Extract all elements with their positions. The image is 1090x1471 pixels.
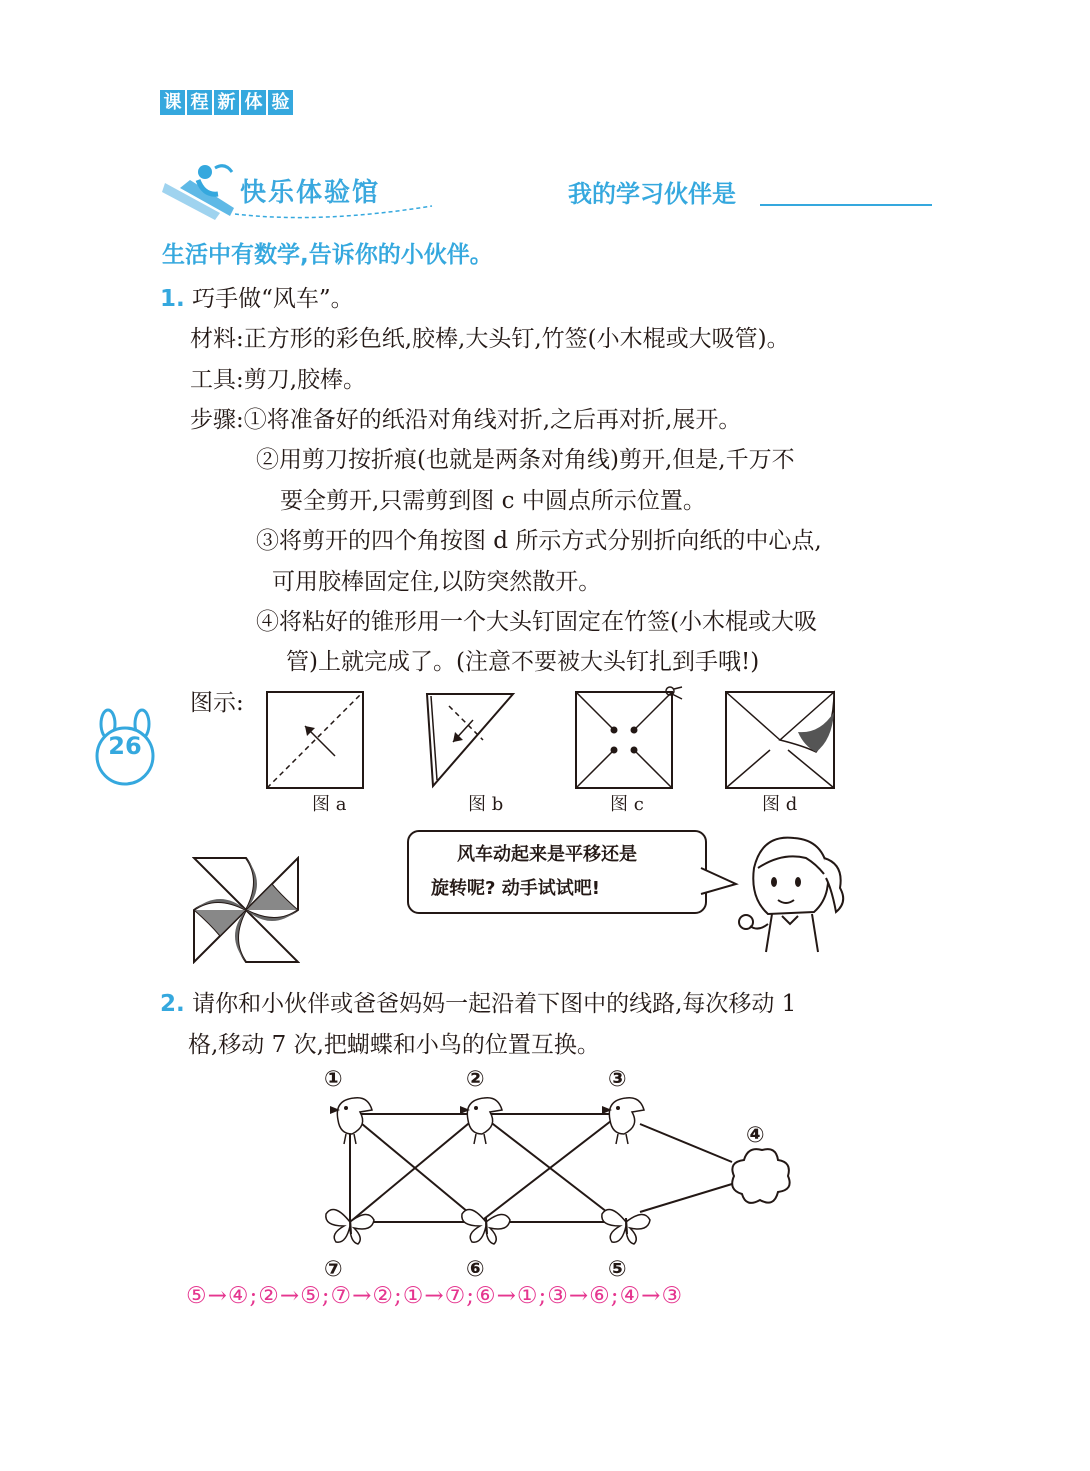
figure-c-label: 图 c bbox=[610, 794, 644, 815]
flower-icon bbox=[732, 1149, 789, 1203]
node-label-7: ⑦ bbox=[324, 1257, 343, 1280]
q1-figure-label: 图示: bbox=[190, 690, 244, 716]
header-tag-char: 体 bbox=[241, 90, 266, 115]
q1-step3-a: ③将剪开的四个角按图 d 所示方式分别折向纸的中心点, bbox=[256, 528, 822, 554]
node-label-2: ② bbox=[466, 1067, 485, 1092]
speech-bubble bbox=[407, 830, 707, 914]
figure-d-label: 图 d bbox=[762, 794, 798, 815]
figure-b bbox=[425, 690, 517, 790]
partner-label: 我的学习伙伴是 bbox=[568, 180, 736, 208]
girl-character-icon bbox=[732, 828, 852, 958]
header-tag-char: 程 bbox=[187, 90, 212, 115]
header-tag-char: 新 bbox=[214, 90, 239, 115]
q1-step2-a: ②用剪刀按折痕(也就是两条对角线)剪开,但是,千万不 bbox=[256, 447, 795, 473]
q1-step4-b: 管)上就完成了。(注意不要被大头钉扎到手哦!) bbox=[286, 649, 760, 675]
q2-line-1 bbox=[160, 985, 796, 1018]
page-number: 26 bbox=[108, 732, 142, 760]
q1-step3-b: 可用胶棒固定住,以防突然散开。 bbox=[272, 569, 602, 595]
q2-answer: ⑤→④;②→⑤;⑦→②;①→⑦;⑥→①;③→⑥;④→③ bbox=[186, 1283, 684, 1309]
q1-number: 1. bbox=[160, 286, 185, 312]
section-title: 快乐体验馆 bbox=[240, 178, 381, 208]
figure-a bbox=[265, 690, 365, 790]
q2-number: 2. bbox=[160, 991, 185, 1017]
pinwheel-figure bbox=[192, 856, 300, 964]
bird-icon bbox=[602, 1098, 644, 1144]
header-tag bbox=[160, 90, 293, 115]
partner-input-line[interactable] bbox=[760, 204, 932, 206]
node-label-5: ⑤ bbox=[608, 1257, 627, 1280]
bird-icon bbox=[460, 1098, 502, 1144]
bubble-line-2: 旋转呢? 动手试试吧! bbox=[431, 878, 600, 899]
node-label-6: ⑥ bbox=[466, 1257, 485, 1280]
bubble-line-1: 风车动起来是平移还是 bbox=[457, 844, 637, 865]
node-label-4: ④ bbox=[746, 1123, 765, 1148]
q1-step1: 步骤:①将准备好的纸沿对角线对折,之后再对折,展开。 bbox=[190, 407, 742, 433]
q2-line-2: 格,移动 7 次,把蝴蝶和小鸟的位置互换。 bbox=[188, 1032, 600, 1058]
figure-a-label: 图 a bbox=[312, 794, 347, 815]
header-tag-char: 验 bbox=[268, 90, 293, 115]
butterfly-icon bbox=[602, 1210, 650, 1245]
figure-c bbox=[574, 685, 686, 790]
node-label-3: ③ bbox=[608, 1067, 627, 1092]
butterfly-icon bbox=[462, 1210, 510, 1245]
q1-title-row bbox=[160, 280, 354, 313]
header-tag-char: 课 bbox=[160, 90, 185, 115]
figure-b-label: 图 b bbox=[468, 794, 504, 815]
q1-step2-b: 要全剪开,只需剪到图 c 中圆点所示位置。 bbox=[280, 488, 706, 514]
node-label-1: ① bbox=[324, 1067, 343, 1092]
route-diagram bbox=[300, 1062, 820, 1280]
q1-title: 巧手做“风车”。 bbox=[192, 286, 354, 312]
q2-text-1: 请你和小伙伴或爸爸妈妈一起沿着下图中的线路,每次移动 1 bbox=[192, 991, 797, 1017]
q1-step4-a: ④将粘好的锥形用一个大头钉固定在竹签(小木棍或大吸 bbox=[256, 609, 817, 635]
intro-text: 生活中有数学,告诉你的小伙伴。 bbox=[162, 242, 493, 268]
q1-materials: 材料:正方形的彩色纸,胶棒,大头钉,竹签(小木棍或大吸管)。 bbox=[190, 326, 790, 352]
q1-tools: 工具:剪刀,胶棒。 bbox=[190, 367, 367, 393]
figure-d bbox=[724, 690, 836, 790]
